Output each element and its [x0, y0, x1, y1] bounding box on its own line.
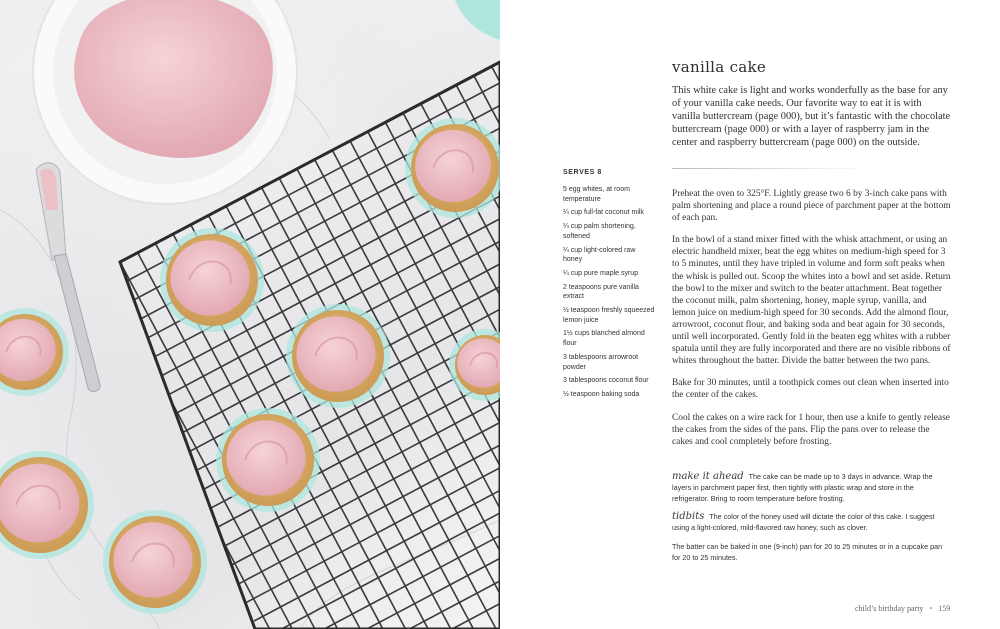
ingredient-item: 3 tablespoons coconut flour [563, 377, 649, 385]
footer-separator: • [929, 604, 933, 613]
recipe-intro: This white cake is light and works wonderfully as the base for any of your vanilla cake needs. Our favorite way to eat it is with vanilla buttercream (page 000), but it’s fantastic with the chocolate buttercream (page 000) or with a layer of raspberry jam in the center and raspberry buttercream (page 000) on the outside. [672, 85, 951, 148]
cupcake [216, 408, 320, 512]
method-steps [672, 188, 951, 458]
extra-note: The batter can be baked in one (9-inch) pan for 20 to 25 minutes or in a cupcake pan for 20 to 25 minutes. [672, 541, 943, 562]
ingredient-list [563, 185, 655, 404]
cupcake [449, 329, 500, 401]
cupcake [0, 308, 69, 396]
ingredient-item: ¼ cup palm shortening, softened [563, 223, 636, 240]
recipe-title: vanilla cake [672, 58, 767, 76]
ingredient-item: ¼ cup light-colored raw honey [563, 246, 636, 264]
ingredient-item: ¼ cup full-fat coconut milk [563, 209, 644, 217]
tidbits-text: The color of the honey used will dictate the color of this cake. I suggest using a light-colored, mild-flavored raw honey, such as clover. [672, 512, 935, 533]
ingredient-item: 1½ cups blanched almond flour [563, 330, 645, 348]
ingredient-item: ¼ cup pure maple syrup [563, 269, 639, 277]
ingredient-item: 5 egg whites, at room temperature [563, 186, 630, 203]
ingredient-item: 2 teaspoons pure vanilla extract [563, 283, 639, 301]
cupcake [103, 510, 207, 614]
liners-stack [455, 0, 500, 40]
method-step: Preheat the oven to 325°F. Lightly grease two 6 by 3-inch cake pans with palm shortening and place a round piece of parchment paper at the bottom of each pan. [672, 189, 951, 224]
make-ahead-text: The cake can be made up to 3 days in advance. Wrap the layers in parchment paper first, then tightly with plastic wrap and store in the refrigerator. Bring to room temperature before frosting. [672, 472, 933, 503]
page-footer [855, 604, 950, 613]
frosting-bowl [33, 0, 297, 204]
cupcake [160, 228, 264, 332]
ingredient-item: 3 tablespoons arrowroot powder [563, 353, 639, 371]
ingredient-item: ½ teaspoon freshly squeezed lemon juice [563, 307, 655, 324]
ingredient-item: ½ teaspoon baking soda [563, 390, 640, 398]
cupcake [286, 304, 390, 408]
serves-label: SERVES 8 [563, 169, 602, 176]
footer-section: child’s birthday party [855, 604, 924, 613]
make-ahead-note [672, 472, 952, 504]
cupcake [0, 451, 94, 559]
tidbits-note [672, 512, 952, 534]
recipe-notes [672, 472, 952, 572]
cupcake [405, 118, 500, 218]
tidbits-label: tidbits [672, 511, 705, 523]
divider [672, 168, 872, 169]
method-step: In the bowl of a stand mixer fitted with the whisk attachment, or using an electric handheld mixer, beat the egg whites on medium-high speed for 3 to 5 minutes, until they have tripled in volume and form soft peaks when the whisk is pulled out. Scoop the whites into a bowl and set aside. Return the bowl to the mixer and switch to the beater attachment. Beat together the coconut milk, palm shortening, honey, maple syrup, vanilla, and lemon juice on medium-high speed for 30 seconds. Add the almond flour, arrowroot, coconut flour, and baking soda and beat again for 30 seconds, until well incorporated. Gently fold in the beaten egg whites with a rubber spatula until they are fully incorporated and there are no visible ribbons of whites throughout the batter. Divide the batter between the two pans. [672, 235, 951, 367]
make-ahead-label: make it ahead [672, 471, 744, 482]
recipe-page [500, 0, 1000, 629]
method-step: Bake for 30 minutes, until a toothpick comes out clean when inserted into the center of the cakes. [672, 378, 949, 401]
page-number: 159 [938, 604, 951, 613]
method-step: Cool the cakes on a wire rack for 1 hour, then use a knife to gently release the cakes from the sides of the pans. Flip the pans over to release the cakes and cool completely before frosting. [672, 412, 950, 447]
